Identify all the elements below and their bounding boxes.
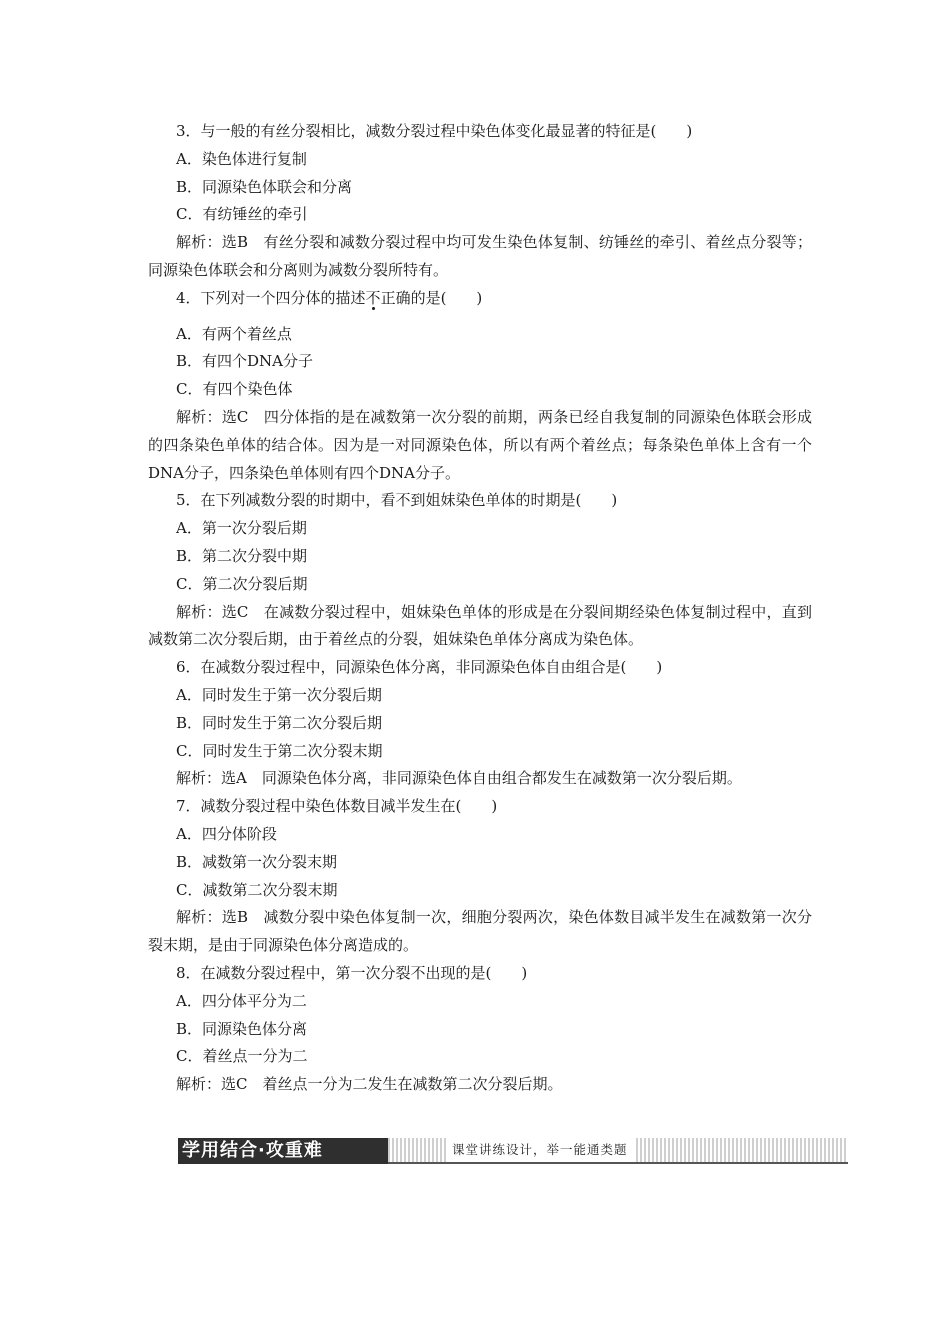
question-6 [148, 654, 812, 793]
explanation: 解析：选B 减数分裂中染色体复制一次，细胞分裂两次，染色体数目减半发生在减数第一次分裂末期，是由于同源染色体分离造成的。 [148, 908, 812, 955]
stem-text-post: 正确的是( ) [380, 288, 483, 307]
question-stem: 3．与一般的有丝分裂相比，减数分裂过程中染色体变化最显著的特征是( ) [176, 122, 693, 140]
question-stem: 6．在减数分裂过程中，同源染色体分离，非同源染色体自由组合是( ) [176, 658, 663, 677]
question-stem: 8．在减数分裂过程中，第一次分裂不出现的是( ) [176, 963, 528, 982]
option-c: C．减数第二次分裂末期 [176, 880, 338, 899]
section-subtitle: 课堂讲练设计，举一能通类题 [446, 1138, 634, 1162]
question-7 [148, 793, 812, 960]
question-stem: 5．在下列减数分裂的时期中，看不到姐妹染色单体的时期是( ) [176, 491, 618, 510]
explanation: 解析：选C 在减数分裂过程中，姐妹染色单体的形成是在分裂间期经染色体复制过程中，直到减数第二次分裂后期，由于着丝点的分裂，姐妹染色单体分离成为染色体。 [148, 602, 812, 649]
option-c: C．第二次分裂后期 [176, 574, 308, 593]
option-b: B．有四个DNA分子 [176, 352, 314, 371]
option-b: B．同时发生于第二次分裂后期 [176, 713, 383, 732]
option-c: C．着丝点一分为二 [176, 1047, 308, 1066]
option-b: B．减数第一次分裂末期 [176, 852, 338, 871]
question-stem [148, 285, 812, 313]
question-list [148, 118, 812, 1099]
option-c: C．有四个染色体 [176, 380, 293, 399]
option-a: A．第一次分裂后期 [176, 519, 307, 538]
question-stem: 7．减数分裂过程中染色体数目减半发生在( ) [176, 797, 498, 816]
question-4 [148, 285, 812, 488]
option-b: B．同源染色体分离 [176, 1019, 308, 1038]
option-b: B．第二次分裂中期 [176, 546, 308, 565]
question-3 [148, 118, 812, 285]
emphasis-mark: 不 [365, 288, 381, 307]
option-a: A．染色体进行复制 [176, 149, 307, 168]
explanation: 解析：选C 四分体指的是在减数第一次分裂的前期，两条已经自我复制的同源染色体联会形成的四条染色单体的结合体。因为是一对同源染色体，所以有两个着丝点；每条染色单体上含有一个DNA分子，四条染色单体则有四个DNA分子。 [148, 407, 812, 482]
stem-text-pre: 4．下列对一个四分体的描述 [176, 288, 366, 307]
section-banner [178, 1138, 848, 1164]
explanation: 解析：选B 有丝分裂和减数分裂过程中均可发生染色体复制、纺锤丝的牵引、着丝点分裂等；同源染色体联会和分离则为减数分裂所特有。 [148, 233, 812, 279]
option-a: A．有两个着丝点 [176, 324, 292, 343]
option-b: B．同源染色体联会和分离 [176, 177, 353, 196]
option-a: A．四分体阶段 [176, 824, 277, 843]
section-title: 学用结合·攻重难 [178, 1138, 388, 1164]
question-8 [148, 960, 812, 1099]
option-c: C．同时发生于第二次分裂末期 [176, 741, 383, 760]
option-a: A．同时发生于第一次分裂后期 [176, 685, 382, 704]
explanation: 解析：选A 同源染色体分离，非同源染色体自由组合都发生在减数第一次分裂后期。 [176, 769, 742, 788]
explanation: 解析：选C 着丝点一分为二发生在减数第二次分裂后期。 [176, 1075, 563, 1094]
question-5 [148, 487, 812, 654]
option-a: A．四分体平分为二 [176, 991, 307, 1010]
option-c: C．有纺锤丝的牵引 [176, 205, 308, 224]
